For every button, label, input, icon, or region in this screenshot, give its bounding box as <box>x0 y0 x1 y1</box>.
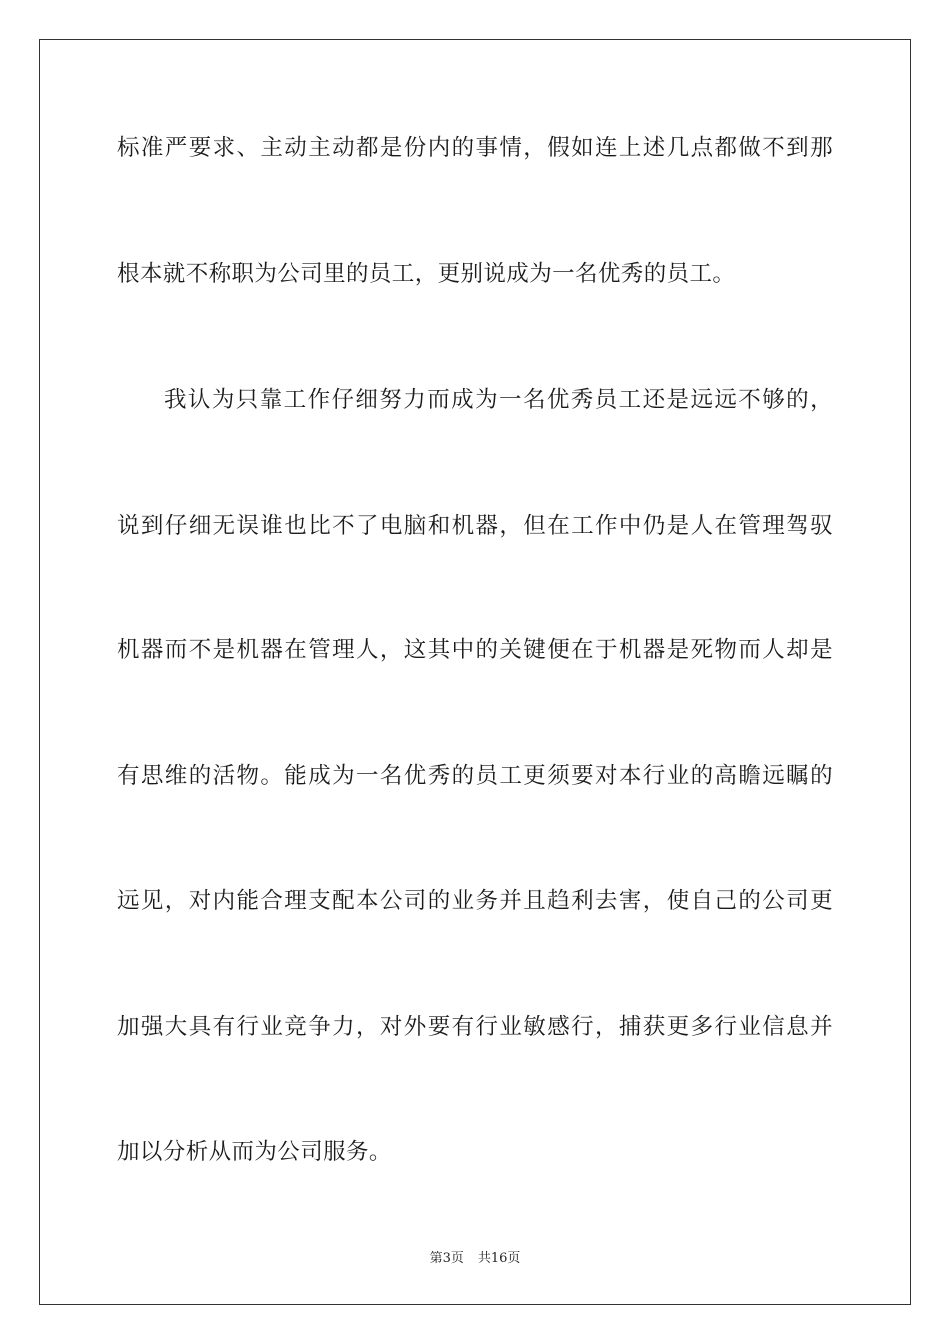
body-line-9: 加以分析从而为公司服务。 <box>117 1139 392 1165</box>
body-line-6: 有思维的活物。能成为一名优秀的员工更须要对本行业的高瞻远瞩的 <box>117 763 834 789</box>
body-line-1: 标准严要求、主动主动都是份内的事情，假如连上述几点都做不到那 <box>117 135 834 161</box>
body-line-8: 加强大具有行业竞争力，对外要有行业敏感行，捕获更多行业信息并 <box>117 1014 834 1040</box>
body-line-2: 根本就不称职为公司里的员工，更别说成为一名优秀的员工。 <box>117 261 736 287</box>
body-line-4: 说到仔细无误谁也比不了电脑和机器，但在工作中仍是人在管理驾驭 <box>117 513 834 539</box>
body-line-5: 机器而不是机器在管理人，这其中的关键便在于机器是死物而人却是 <box>117 637 834 663</box>
body-line-7: 远见，对内能合理支配本公司的业务并且趋利去害，使自己的公司更 <box>117 888 834 914</box>
page-border <box>39 39 911 1305</box>
page-number: 第3页 <box>429 1251 464 1266</box>
paragraph-first-line: 我认为只靠工作仔细努力而成为一名优秀员工还是远远不够的， <box>164 387 835 413</box>
page-total: 共16页 <box>477 1251 521 1266</box>
page-footer <box>0 1247 950 1266</box>
